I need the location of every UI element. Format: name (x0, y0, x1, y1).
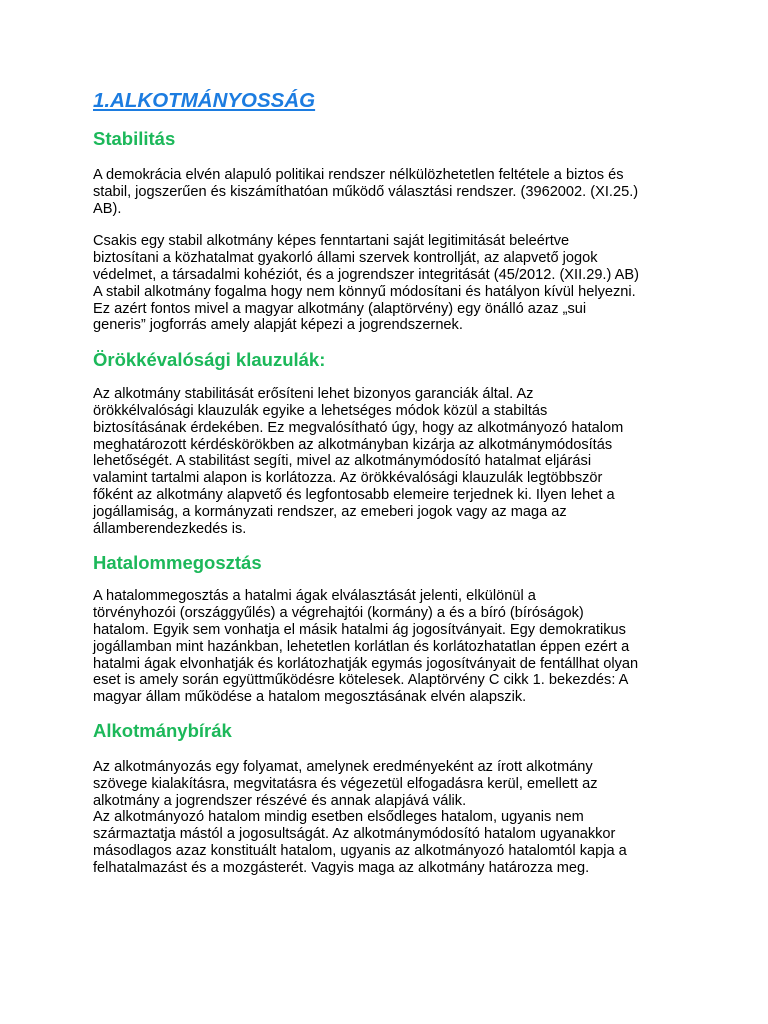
section-heading-hatalommegosztas: Hatalommegosztás (93, 552, 262, 574)
section-paragraph: A hatalommegosztás a hatalmi ágak elválasztását jelenti, elkülönül a törvényhozói (országgyűlés) a végrehajtói (kormány) a és a bíró (bíróságok) hatalom. Egyik sem vonhatja el másik hatalmi ág jogosítványait. Egy demokratikus jogállamban mint hazánkban, lehetetlen korlátlan és korlátozhatatlan éppen ezért a hatalmi ágak elvonhatják és korlátozhatják egymás jogosítványait de fentállhat olyan eset is amely során együttműködésre kötelesek. Alaptörvény C cikk 1. bekezdés: A magyar állam működése a hatalom megosztásának elvén alapszik. (93, 588, 639, 706)
document-page (93, 80, 683, 877)
document-title: 1.ALKOTMÁNYOSSÁG (93, 89, 316, 112)
section-heading-stabilitas: Stabilitás (93, 128, 176, 149)
section-heading-orokkevalosagi-klauzulak: Örökkévalósági klauzulák: (93, 349, 326, 371)
section-heading-alkotmanybirak: Alkotmánybírák (93, 719, 232, 741)
section-paragraph: Csakis egy stabil alkotmány képes fenntartani saját legitimitását beleértve biztosítani a közhatalmat gyakorló állami szervek kontrollját, az alapvető jogok védelmet, a társadalmi kohéziót, és a jogrendszer integritását (45/2012. (XII.29.) AB) A stabil alkotmány fogalma hogy nem könnyű módosítani és hatályon kívül helyezni. Ez azért fontos mivel a magyar alkotmány (alaptörvény) egy önálló azaz „sui generis” jogforrás amely alapját képezi a jogrendszernek. (93, 233, 639, 334)
section-paragraph: A demokrácia elvén alapuló politikai rendszer nélkülözhetetlen feltétele a biztos és stabil, jogszerűen és kiszámíthatóan működő választási rendszer. (3962002. (XI.25.) AB). (93, 167, 639, 217)
section-paragraph: Az alkotmány stabilitását erősíteni lehet bizonyos garanciák által. Az örökkélvalósági klauzulák egyike a lehetséges módok közül a stabiltás biztosításának érdekében. Ez megvalósítható úgy, hogy az alkotmányozó hatalom meghatározott kérdéskörökben az alkotmányban kizárja az alkotmánymódosítás lehetőségét. A stabilitást segíti, mivel az alkotmánymódosító hatalmat eljárási valamint tartalmi alapon is korlátozza. Az örökkévalósági klauzulák legtöbbször főként az alkotmány alapvető és legfontosabb elemeire terjednek ki. Ilyen lehet a jogállamiság, a kormányzati rendszer, az emeberi jogok vagy az maga az államberendezkedés is. (93, 386, 624, 537)
section-paragraph: Az alkotmányozás egy folyamat, amelynek eredményeként az írott alkotmány szövege kialakításra, megvitatásra és végezetül elfogadásra kerül, emellett az alkotmány a jogrendszer részévé és annak alapjává válik. Az alkotmányozó hatalom mindig esetben elsődleges hatalom, ugyanis nem származtatja mástól a jogosultságát. Az alkotmánymódosító hatalom ugyanakkor másodlagos azaz konstituált hatalom, ugyanis az alkotmányozó hatalomtól kapja a felhatalmazást és a mozgásterét. Vagyis maga az alkotmány határozza meg. (93, 758, 627, 876)
